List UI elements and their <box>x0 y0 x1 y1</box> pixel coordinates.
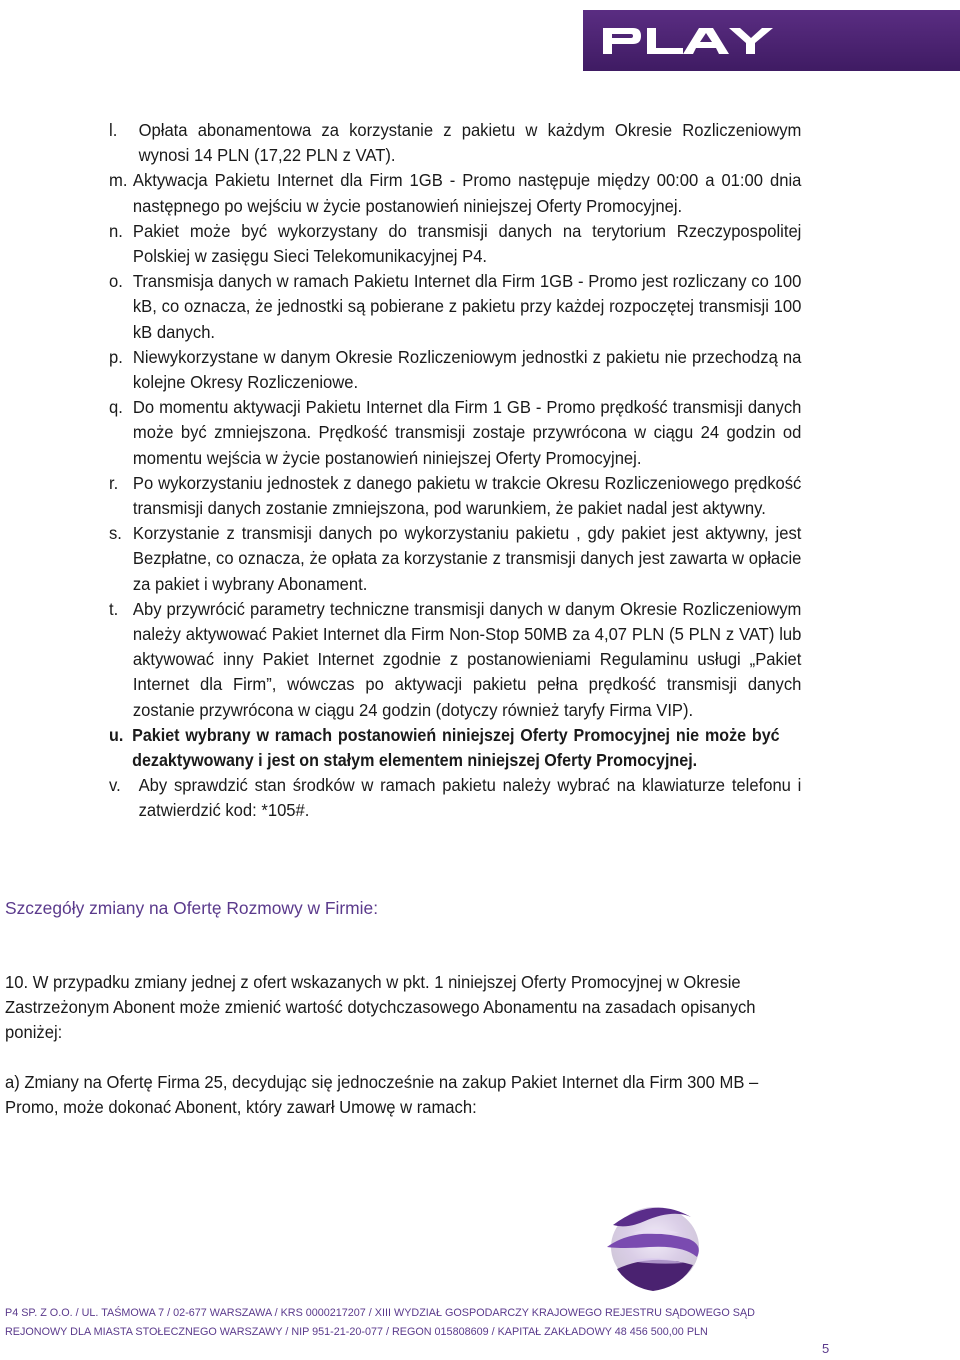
list-item-text: Pakiet wybrany w ramach postanowień niniejszej Oferty Promocyjnej nie może być dezaktywowany i jest on stałym elementem niniejszej Oferty Promocyjnej. <box>132 724 780 771</box>
list-marker: m. <box>109 170 128 191</box>
page-number: 5 <box>822 1341 830 1356</box>
list-marker: v. <box>109 775 121 796</box>
list-item <box>109 773 801 823</box>
list-item <box>109 521 801 597</box>
list-marker: l. <box>109 120 118 140</box>
footer-line: P4 SP. Z O.O. / UL. TAŚMOWA 7 / 02-677 WARSZAWA / KRS 0000217207 / XIII WYDZIAŁ GOSPODARCZY KRAJOWEGO REJESTRU SĄDOWEGO SĄD <box>5 1307 755 1319</box>
section-heading: Szczegóły zmiany na Ofertę Rozmowy w Firmie: <box>5 898 379 918</box>
list-item <box>109 168 801 218</box>
list-item-text: Aktywacja Pakietu Internet dla Firm 1GB - Promo następuje między 00:00 a 01:00 dnia następnego po wejściu w życie postanowień niniejszej Oferty Promocyjnej. <box>132 170 802 216</box>
list-item-text: Po wykorzystaniu jednostek z danego pakietu w trakcie Okresu Rozliczeniowego prędkość transmisji danych zostanie zmniejszona, pod warunkiem, że pakiet nadal jest aktywny. <box>132 472 802 519</box>
list-marker: p. <box>109 346 123 367</box>
list-marker: n. <box>109 220 123 241</box>
list-item-text: Do momentu aktywacji Pakietu Internet dla Firm 1 GB - Promo prędkość transmisji danych może być zmniejszona. Prędkość transmisji zostaje przywrócona w ciągu 24 godzin od momentu wejścia w życie postanowień niniejszej Oferty Promocyjnej. <box>132 397 802 468</box>
list-item-text: Aby sprawdzić stan środków w ramach pakietu należy wybrać na klawiaturze telefonu i zatwierdzić kod: *105#. <box>138 775 802 821</box>
swirl-icon <box>593 1195 713 1299</box>
list-marker: r. <box>109 472 119 493</box>
play-swirl-logo <box>593 1195 713 1299</box>
terms-list <box>109 118 834 824</box>
list-item <box>109 395 801 471</box>
play-logo <box>583 10 960 71</box>
list-item <box>109 269 801 345</box>
list-item <box>109 219 801 269</box>
list-item-text: Transmisja danych w ramach Pakietu Internet dla Firm 1GB - Promo jest rozliczany co 100 kB, co oznacza, że jednostki są pobierane z pakietu przy każdej rozpoczętej transmisji 100 kB danych. <box>132 271 802 342</box>
list-item-text: Aby przywrócić parametry techniczne transmisji danych w danym Okresie Rozliczeniowym należy aktywować Pakiet Internet dla Firm Non-Stop 50MB za 4,07 PLN (5 PLN z VAT) lub aktywować inny Pakiet Internet zgodnie z postanowieniami Regulaminu usługi „Pakiet Internet dla Firm”, wówczas po aktywacji pakietu pełna prędkość transmisji danych zostanie przywrócona w ciągu 24 godzin (dotyczy również taryfy Firma VIP). <box>132 598 802 720</box>
list-item-text: Opłata abonamentowa za korzystanie z pakietu w każdym Okresie Rozliczeniowym wynosi 14 PLN (17,22 PLN z VAT). <box>138 120 802 166</box>
list-marker: t. <box>109 598 119 619</box>
list-marker: u. <box>109 724 124 745</box>
list-item-text: Pakiet może być wykorzystany do transmisji danych na terytorium Rzeczypospolitej Polskiej w zasięgu Sieci Telekomunikacyjnej P4. <box>132 220 802 267</box>
play-logo-icon <box>603 26 783 56</box>
list-item <box>109 471 801 521</box>
paragraph: 10. W przypadku zmiany jednej z ofert wskazanych w pkt. 1 niniejszej Oferty Promocyjnej w Okresie Zastrzeżonym Abonent może zmienić wartość dotychczasowego Abonamentu na zasadach opisanych poniżej: <box>5 972 756 1043</box>
paragraph: a) Zmiany na Ofertę Firma 25, decydując się jednocześnie na zakup Pakiet Internet dla Firm 300 MB – Promo, może dokonać Abonent, który zawarł Umowę w ramach: <box>5 1072 759 1118</box>
list-item <box>109 118 801 168</box>
list-item-text: Niewykorzystane w danym Okresie Rozliczeniowym jednostki z pakietu nie przechodzą na kolejne Okresy Rozliczeniowe. <box>132 346 802 393</box>
list-item-text: Korzystanie z transmisji danych po wykorzystaniu pakietu , gdy pakiet jest aktywny, jest Bezpłatne, co oznacza, że opłata za korzystanie z transmisji danych jest zawarta w opłacie za pakiet i wybrany Abonament. <box>132 523 802 594</box>
footer-line: REJONOWY DLA MIASTA STOŁECZNEGO WARSZAWY / NIP 951-21-20-077 / REGON 015808609 / KAPITAŁ ZAKŁADOWY 48 456 500,00 PLN <box>5 1326 708 1338</box>
list-marker: o. <box>109 271 123 292</box>
list-marker: q. <box>109 397 123 418</box>
list-marker: s. <box>109 523 122 544</box>
list-item <box>109 345 801 395</box>
list-item <box>109 723 780 773</box>
list-item <box>109 597 801 723</box>
